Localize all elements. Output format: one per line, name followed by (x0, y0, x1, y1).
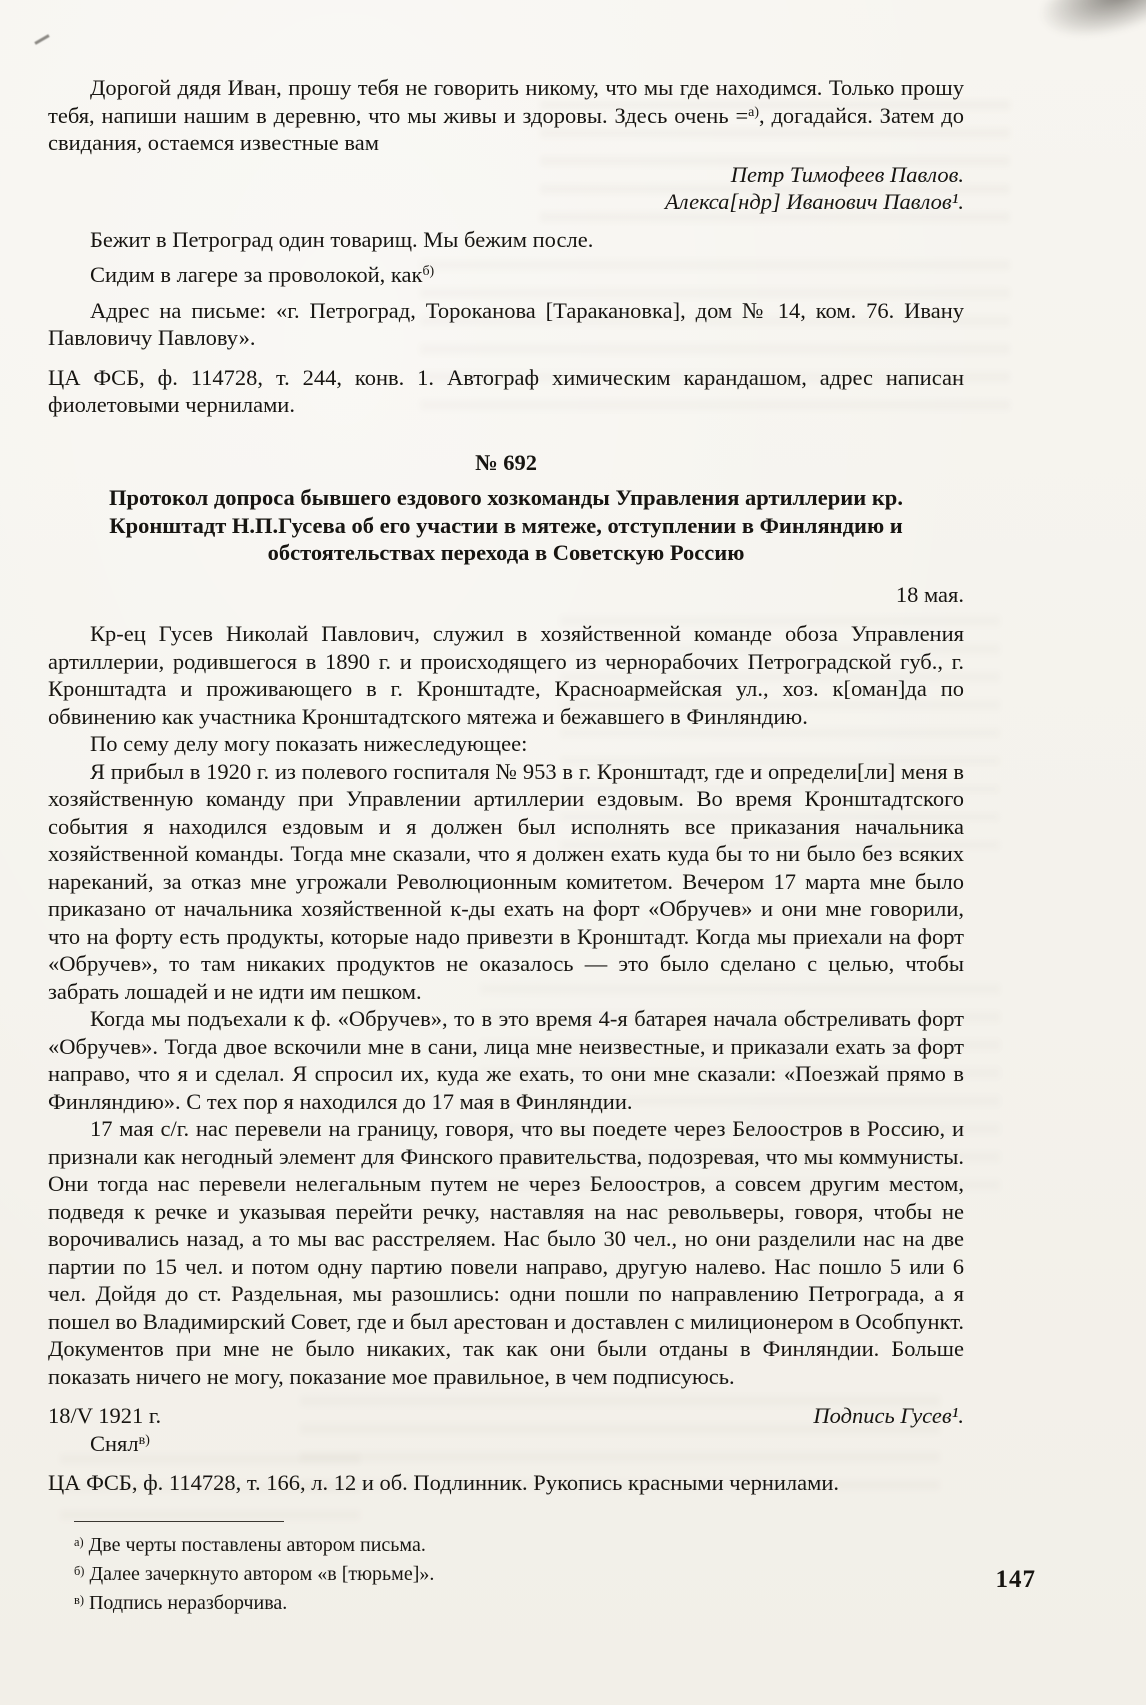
letter-address: Адрес на письме: «г. Петроград, Тороканова [Таракановка], дом № 14, ком. 76. Ивану Павловичу Павлову». (48, 297, 964, 350)
letter-opening-paragraph (48, 74, 964, 157)
protocol-paragraph-5: 17 мая с/г. нас перевели на границу, говоря, что вы поедете через Белоостров в Россию, и признали как негодный элемент для Финского правительства, подозревая, что мы коммунисты. Они тогда нас перевели нелегальным путем не через Белоостров, а совсем другим местом, подведя к речке и указывая перейти речку, наставляя на нас револьверы, говоря, чтобы не ворочивались назад, а то мы вас расстреляем. Нас было 30 чел., но они разделили нас на две партии по 15 чел. и потом одну партию повели направо, другую налево. Нас пошло 5 или 6 чел. Дойдя до ст. Раздельная, мы разошлись: одни пошли по направлению Петрограда, а я пошел во Владимирский Совет, где и был арестован и доставлен с милиционером в Особпункт. Документов при мне не было никаких, так как они были отданы в Финляндии. Больше показать ничего не могу, показание мое правильное, в чем подписуюсь. (48, 1116, 964, 1389)
protocol-section (48, 449, 964, 1497)
letter-signatures (48, 161, 964, 216)
protocol-signature: Подпись Гусев¹. (813, 1403, 964, 1428)
footnote-v (74, 1590, 964, 1616)
letter-archive-note: ЦА ФСБ, ф. 114728, т. 244, конв. 1. Автограф химическим карандашом, адрес написан фиолетовыми чернилами. (48, 364, 964, 417)
footnote-b-text: Далее зачеркнуто автором «в [тюрьме]». (89, 1562, 435, 1585)
protocol-paragraph-4: Когда мы подъехали к ф. «Обручев», то в это время 4-я батарея начала обстреливать форт «Обручев». Тогда двое вскочили мне в сани, лица мне неизвестные, и приказали ехать за форт направо, что я и сделал. Я спросил их, куда же ехать, то они мне сказали: «Поезжай прямо в Финляндию». С тех пор я находился до 17 мая в Финляндии. (48, 1006, 964, 1114)
text-block (48, 74, 964, 1619)
footnote-ref-a: а) (748, 104, 759, 120)
page-number: 147 (995, 1565, 1036, 1593)
letter-opening-text-after: , догадайся. Затем до свидания, остаемся известные вам (48, 102, 964, 155)
protocol-signature-row (48, 1402, 964, 1430)
document-number: № 692 (475, 449, 537, 475)
protocol-snyal-line (48, 1430, 964, 1458)
document-date: 18 мая. (895, 581, 964, 607)
letter-signature-2: Алекса[ндр] Иванович Павлов¹. (665, 189, 964, 214)
snyal-text: Снял (90, 1430, 139, 1456)
footnote-ref-v: в) (138, 1432, 150, 1448)
letter-opening-text: Дорогой дядя Иван, прошу тебя не говорить никому, что мы где находимся. Только прошу тебя, напиши нашим в деревню, что мы живы и здоровы. Здесь очень = (48, 75, 964, 128)
footnote-v-marker: в) (74, 1592, 84, 1607)
footnote-a-marker: а) (74, 1534, 84, 1549)
protocol-paragraph-3: Я прибыл в 1920 г. из полевого госпиталя № 953 в г. Кронштадт, где и определи[ли] меня в хозяйственную команду при Управлении артиллерии ездовым. Во время Кронштадтского события я находился ездовым и я должен был исполнять все приказания начальника хозяйственной команды. Тогда мне сказали, что я должен ехать куда бы то ни было без всяких нареканий, за отказ мне угрожали Революционным комитетом. Вечером 17 марта мне было приказано от начальника хозяйственной к-ды ехать на форт «Обручев» и они мне говорили, что на форту есть продукты, которые надо привезти в Кронштадт. Когда мы приехали на форт «Обручев», то там никаких продуктов не оказалось — это было сделано с целью, чтобы забрать лошадей и не идти им пешком. (48, 758, 964, 1004)
footnote-ref-b: б) (422, 264, 435, 279)
letter-line-2-text: Сидим в лагере за проволокой, как (90, 262, 423, 287)
footnote-b (74, 1561, 964, 1587)
protocol-heading (48, 449, 964, 567)
footnote-b-marker: б) (74, 1563, 85, 1578)
letter-signature-1: Петр Тимофеев Павлов. (730, 161, 964, 187)
document-title: Протокол допроса бывшего ездового хозкоманды Управления артиллерии кр. Кронштадт Н.П.Гусева об его участии в мятеже, отступлении в Финляндию и обстоятельствах перехода в Советскую Россию (109, 485, 903, 565)
letter-line-2 (48, 261, 964, 289)
letter-line-1: Бежит в Петроград один товарищ. Мы бежим после. (90, 226, 594, 252)
footnotes-section (74, 1521, 964, 1616)
pen-mark (34, 34, 49, 45)
protocol-paragraph-1: Кр-ец Гусев Николай Павлович, служил в хозяйственной команде обоза Управления артиллерии, родившегося в 1890 г. и происходящего из чернорабочих Петроградской губ., г. Кронштадта и проживающего в г. Кронштадте, Красноармейская ул., хоз. к[оман]да по обвинению как участника Кронштадтского мятежа и бежавшего в Финляндию. (48, 621, 964, 729)
footnote-a (74, 1532, 964, 1558)
letter-section (48, 74, 964, 419)
footnote-v-text: Подпись неразборчива. (88, 1591, 288, 1614)
scan-smudge (1035, 0, 1146, 55)
footnote-separator (74, 1521, 284, 1522)
protocol-paragraph-2: По сему делу могу показать нижеследующее: (90, 731, 528, 756)
protocol-archive-note: ЦА ФСБ, ф. 114728, т. 166, л. 12 и об. Подлинник. Рукопись красными чернилами. (48, 1470, 840, 1495)
protocol-date-line: 18/V 1921 г. (48, 1403, 162, 1428)
footnote-a-text: Две черты поставлены автором письма. (88, 1533, 426, 1556)
